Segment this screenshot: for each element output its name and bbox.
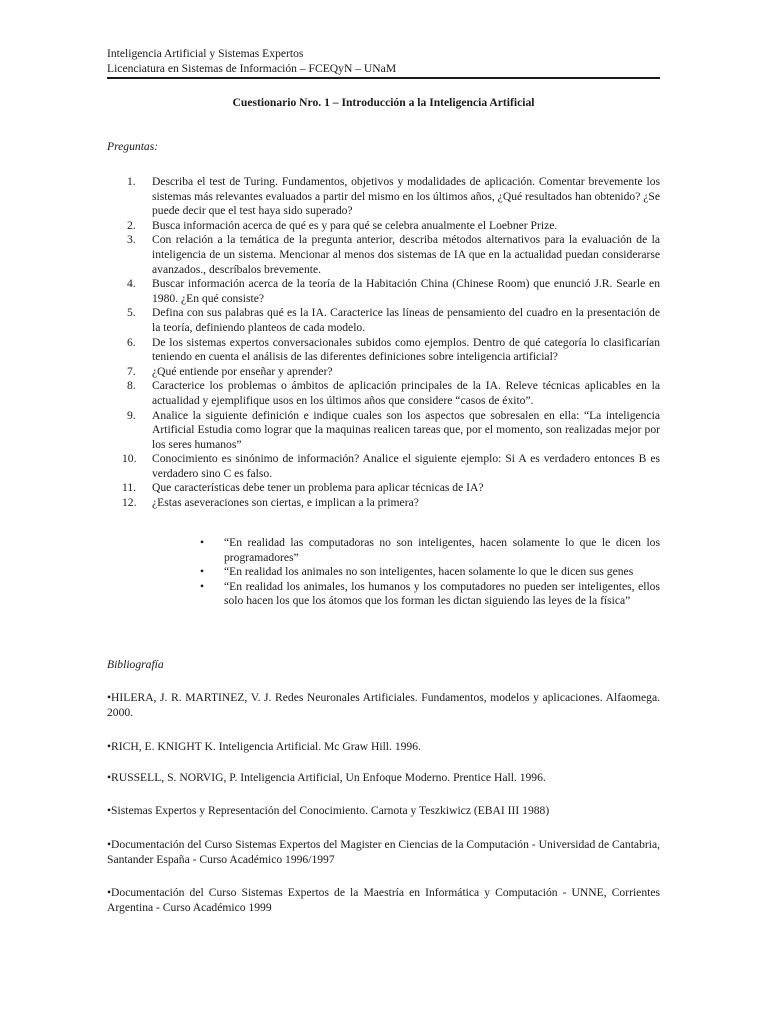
question-number: 5.	[127, 306, 136, 320]
question-text: Buscar información acerca de la teoría de la Habitación China (Chinese Room) que enunció J.R. Searle en 1980. ¿En qué consiste?	[152, 277, 660, 305]
question-number: 11.	[122, 481, 137, 495]
statements-list	[200, 536, 660, 609]
question-item	[107, 219, 660, 234]
question-number: 12.	[122, 496, 137, 510]
question-text: ¿Qué entiende por enseñar y aprender?	[152, 364, 333, 378]
question-item	[107, 336, 660, 365]
question-text: Defina con sus palabras qué es la IA. Caracterice las líneas de pensamiento del cuadro en la presentación de la teoría, definiendo planteos de cada modelo.	[152, 306, 660, 334]
question-item	[107, 496, 660, 511]
question-text: Que características debe tener un problema para aplicar técnicas de IA?	[152, 481, 484, 495]
bibliography-entry: •HILERA, J. R. MARTINEZ, V. J. Redes Neuronales Artificiales. Fundamentos, modelos y aplicaciones. Alfaomega. 2000.	[107, 691, 660, 719]
question-text: Busca información acerca de qué es y para qué se celebra anualmente el Loebner Prize.	[152, 218, 558, 232]
question-number: 7.	[127, 364, 136, 378]
question-item	[107, 481, 660, 496]
question-text: Con relación a la temática de la pregunta anterior, describa métodos alternativos para la evaluación de la inteligencia de un sistema. Mencionar al menos dos sistemas de IA que en la actualidad puedan considerarse avanzados., descríbalos brevemente.	[152, 233, 660, 276]
question-item	[107, 365, 660, 380]
question-text: Caracterice los problemas o ámbitos de aplicación principales de la IA. Releve técnicas aplicables en la actualidad y ejemplifique usos en los últimos años que considere “casos de éxito”.	[152, 379, 660, 407]
question-number: 2.	[127, 218, 136, 232]
bullet-icon: •	[200, 579, 205, 593]
statement-item	[200, 536, 660, 565]
statement-text: “En realidad los animales no son inteligentes, hacen solamente lo que le dicen sus genes	[224, 565, 634, 579]
bibliography-entry: •RICH, E. KNIGHT K. Inteligencia Artificial. Mc Graw Hill. 1996.	[107, 740, 421, 753]
bibliography-label: Bibliografía	[107, 658, 164, 671]
bibliography-entry: •Documentación del Curso Sistemas Expertos del Magister en Ciencias de la Computación - Universidad de Cantabria, Santander España - Curso Académico 1996/1997	[107, 838, 660, 866]
question-number: 10.	[122, 452, 137, 466]
question-item	[107, 277, 660, 306]
question-item	[107, 379, 660, 408]
question-number: 4.	[127, 277, 136, 291]
statement-item	[200, 580, 660, 609]
question-text: Analice la siguiente definición e indique cuales son los aspectos que sobresalen en ella: “La inteligencia Artificial Estudia como lograr que la maquinas realicen tareas que, por el momento, son realizadas mejor por los seres humanos”	[152, 408, 660, 451]
question-number: 3.	[127, 233, 136, 247]
header-program: Licenciatura en Sistemas de Información – FCEQyN – UNaM	[107, 62, 397, 75]
statement-text: “En realidad las computadoras no son inteligentes, hacen solamente lo que le dicen los programadores”	[224, 536, 660, 564]
bullet-icon: •	[200, 536, 205, 549]
questions-list	[107, 175, 660, 511]
question-number: 8.	[127, 379, 136, 393]
page-title: Cuestionario Nro. 1 – Introducción a la Inteligencia Artificial	[232, 96, 535, 109]
questions-label: Preguntas:	[107, 140, 159, 153]
question-item	[107, 175, 660, 219]
bullet-icon: •	[200, 565, 205, 579]
question-number: 9.	[127, 408, 136, 422]
document-header	[107, 46, 660, 79]
question-item	[107, 306, 660, 335]
bibliography-entry: •Sistemas Expertos y Representación del Conocimiento. Carnota y Teszkiwicz (EBAI III 1988)	[107, 804, 550, 817]
bibliography-entry: •RUSSELL, S. NORVIG, P. Inteligencia Artificial, Un Enfoque Moderno. Prentice Hall. 1996.	[107, 771, 546, 784]
question-item	[107, 452, 660, 481]
header-course: Inteligencia Artificial y Sistemas Expertos	[107, 47, 304, 60]
question-item	[107, 233, 660, 277]
question-text: Describa el test de Turing. Fundamentos, objetivos y modalidades de aplicación. Comentar brevemente los sistemas más relevantes evaluados a partir del mismo en los últimos años, ¿Qué resultados han obtenido? ¿Se puede decir que el test haya sido superado?	[152, 175, 660, 218]
statement-text: “En realidad los animales, los humanos y los computadores no pueden ser inteligentes, ellos solo hacen los que los átomos que los forman les dictan siguiendo las leyes de la física”	[224, 579, 660, 608]
question-text: ¿Estas aseveraciones son ciertas, e implican a la primera?	[152, 496, 419, 510]
question-text: Conocimiento es sinónimo de información? Analice el siguiente ejemplo: Si A es verdadero entonces B es verdadero sino C es falso.	[152, 452, 660, 480]
question-text: De los sistemas expertos conversacionales subidos como ejemplos. Dentro de qué categoría lo clasificarían teniendo en cuenta el análisis de las diferentes definiciones sobre inteligencia artificial?	[152, 335, 660, 364]
statement-item	[200, 565, 660, 580]
question-number: 6.	[127, 335, 136, 349]
question-number: 1.	[127, 175, 136, 188]
question-item	[107, 409, 660, 453]
bibliography-entry: •Documentación del Curso Sistemas Expertos de la Maestría en Informática y Computación - UNNE, Corrientes Argentina - Curso Académico 1999	[107, 886, 660, 914]
